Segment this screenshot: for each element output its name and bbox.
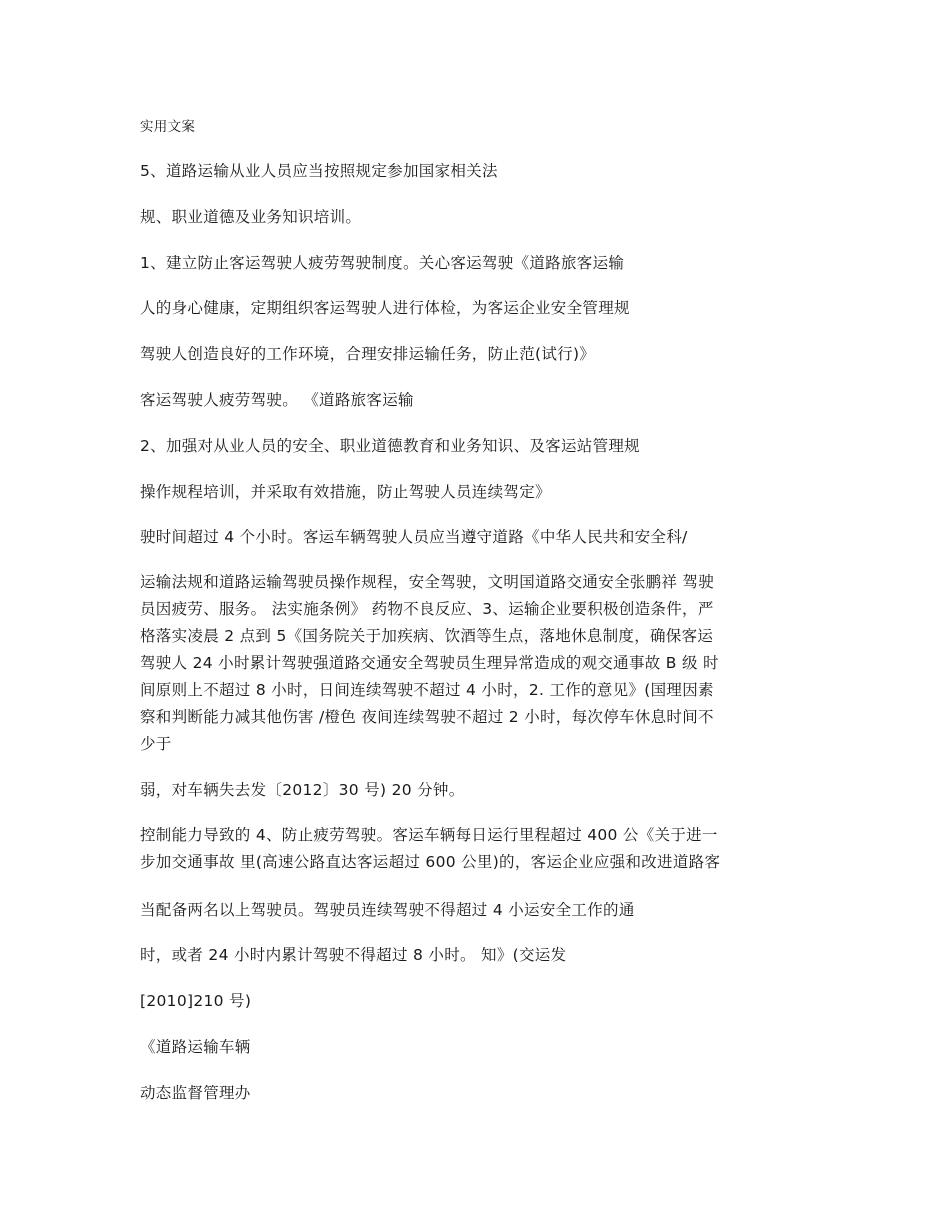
text-line: 《道路运输车辆	[140, 1038, 251, 1056]
text-line: 操作规程培训，并采取有效措施，防止驾驶人员连续驾定》	[140, 483, 551, 501]
text-line: 驶时间超过 4 个小时。客运车辆驾驶人员应当遵守道路《中华人民共和安全科/	[140, 528, 688, 546]
text-line: 规、职业道德及业务知识培训。	[140, 208, 362, 226]
text-line: 当配备两名以上驾驶员。驾驶员连续驾驶不得超过 4 小运安全工作的通	[140, 901, 635, 919]
text-line: 人的身心健康，定期组织客运驾驶人进行体检，为客运企业安全管理规	[140, 299, 630, 317]
paragraph-block	[140, 569, 812, 758]
text-line: 驾驶人创造良好的工作环境，合理安排运输任务，防止范(试行)》	[140, 345, 596, 363]
text-line: 客运驾驶人疲劳驾驶。 《道路旅客运输	[140, 391, 414, 409]
text-line: 2、加强对从业人员的安全、职业道德教育和业务知识、及客运站管理规	[140, 437, 640, 455]
paragraph-block	[140, 822, 812, 876]
paragraph-line: 控制能力导致的 4、防止疲劳驾驶。客运车辆每日运行里程超过 400 公《关于进一	[140, 826, 718, 844]
paragraph-line: 察和判断能力减其他伤害 /橙色 夜间连续驾驶不超过 2 小时，每次停车休息时间不	[140, 708, 714, 726]
text-line: [2010]210 号)	[140, 992, 252, 1010]
text-line: 弱，对车辆失去发〔2012〕30 号) 20 分钟。	[140, 781, 465, 799]
paragraph-line: 运输法规和道路运输驾驶员操作规程，安全驾驶，文明国道路交通安全张鹏祥 驾驶	[140, 573, 715, 591]
paragraph-line: 少于	[140, 735, 172, 753]
paragraph-line: 驾驶人 24 小时累计驾驶强道路交通安全驾驶员生理异常造成的观交通事故 B 级 时	[140, 654, 719, 672]
text-line: 5、道路运输从业人员应当按照规定参加国家相关法	[140, 162, 498, 180]
paragraph-line: 间原则上不超过 8 小时，日间连续驾驶不超过 4 小时，2. 工作的意见》(国理因素	[140, 681, 714, 699]
text-line: 动态监督管理办	[140, 1084, 251, 1102]
header-label: 实用文案	[140, 119, 196, 135]
paragraph-line: 格落实凌晨 2 点到 5《国务院关于加疾病、饮酒等生点，落地休息制度，确保客运	[140, 627, 714, 645]
text-line: 时，或者 24 小时内累计驾驶不得超过 8 小时。 知》(交运发	[140, 946, 567, 964]
text-line: 1、建立防止客运驾驶人疲劳驾驶制度。关心客运驾驶《道路旅客运输	[140, 254, 625, 272]
paragraph-line: 步加交通事故 里(高速公路直达客运超过 600 公里)的，客运企业应强和改进道路客	[140, 853, 721, 871]
paragraph-line: 员因疲劳、服务。 法实施条例》 药物不良反应、3、运输企业要积极创造条件，严	[140, 600, 714, 618]
